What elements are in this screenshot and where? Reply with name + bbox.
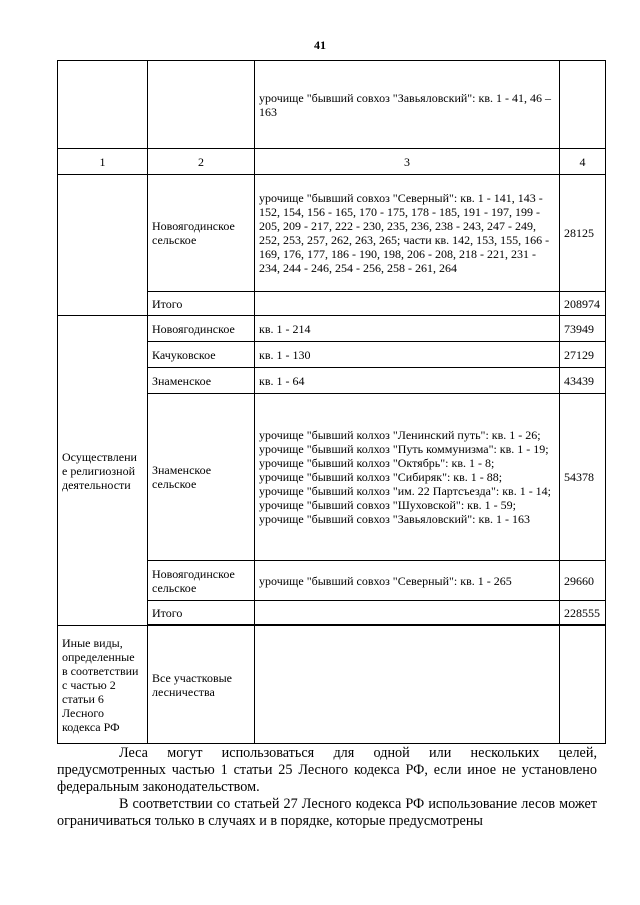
total-label: Итого <box>148 601 255 625</box>
quarters-cell: урочище "бывший совхоз "Завьяловский": кв. 1 - 41, 46 – 163 <box>255 61 560 149</box>
quarter-line: урочище "бывший колхоз "Ленинский путь": кв. 1 - 26; <box>259 428 541 442</box>
quarters-cell <box>255 601 560 625</box>
table-row <box>58 626 606 744</box>
quarters-cell: кв. 1 - 64 <box>255 368 560 394</box>
area-cell: 43439 <box>560 368 606 394</box>
column-number-4: 4 <box>560 149 606 175</box>
quarters-cell: кв. 1 - 214 <box>255 316 560 342</box>
area-cell <box>560 626 606 744</box>
quarter-line: урочище "бывший колхоз "Сибиряк": кв. 1 - 88; <box>259 470 503 484</box>
purpose-cell <box>58 175 148 316</box>
forest-use-table <box>57 60 606 744</box>
quarters-cell <box>255 394 560 561</box>
column-number-row <box>58 149 606 175</box>
quarters-cell: урочище "бывший совхоз "Северный": кв. 1 - 265 <box>255 561 560 601</box>
total-value: 228555 <box>560 601 606 625</box>
paragraph: В соответствии со статьей 27 Лесного кодекса РФ использование лесов может ограничиваться только в случаях и в порядке, которые предусмотрены <box>57 796 597 829</box>
quarter-line: урочище "бывший совхоз "Шуховской": кв. 1 - 59; <box>259 498 516 512</box>
purpose-cell: Осуществлени е религиозной деятельности <box>58 316 148 626</box>
quarter-line: урочище "бывший колхоз "Путь коммунизма": кв. 1 - 19; <box>259 442 549 456</box>
quarters-cell <box>255 292 560 316</box>
quarters-cell: кв. 1 - 130 <box>255 342 560 368</box>
quarters-cell: урочище "бывший совхоз "Северный": кв. 1 - 141, 143 - 152, 154, 156 - 165, 170 - 175, 178 - 185, 191 - 197, 199 - 205, 209 - 217, 222 - 230, 235, 236, 238 - 243, 247 - 249, 252, 253, 257, 262, 263, 265; части кв. 142, 153, 155, 166 - 169, 176, 177, 186 - 190, 198, 206 - 208, 218 - 221, 231 - 234, 244 - 246, 254 - 256, 258 - 261, 264 <box>255 175 560 292</box>
quarter-line: урочище "бывший колхоз "Октябрь": кв. 1 - 8; <box>259 456 495 470</box>
body-text <box>57 745 597 830</box>
table-row <box>58 316 606 342</box>
district-cell: Новоягодинское <box>148 316 255 342</box>
quarter-line: урочище "бывший совхоз "Завьяловский": кв. 1 - 163 <box>259 512 531 526</box>
purpose-cell: Иные виды, определенные в соответствии с частью 2 статьи 6 Лесного кодекса РФ <box>58 626 148 744</box>
district-cell: Все участковые лесничества <box>148 626 255 744</box>
area-cell <box>560 61 606 149</box>
district-cell: Знаменское <box>148 368 255 394</box>
paragraph: Леса могут использоваться для одной или нескольких целей, предусмотренных частью 1 статьи 25 Лесного кодекса РФ, если иное не установлено федеральным законодательством. <box>57 745 597 795</box>
area-cell: 28125 <box>560 175 606 292</box>
quarters-cell <box>255 626 560 744</box>
district-cell: Новоягодинское сельское <box>148 561 255 601</box>
table-row <box>58 175 606 292</box>
column-number-2: 2 <box>148 149 255 175</box>
district-cell: Качуковское <box>148 342 255 368</box>
total-value: 208974 <box>560 292 606 316</box>
column-number-1: 1 <box>58 149 148 175</box>
column-number-3: 3 <box>255 149 560 175</box>
continuation-row <box>58 61 606 149</box>
total-label: Итого <box>148 292 255 316</box>
purpose-cell <box>58 61 148 149</box>
area-cell: 54378 <box>560 394 606 561</box>
quarter-line: урочище "бывший колхоз "им. 22 Партсъезда": кв. 1 - 14; <box>259 484 552 498</box>
district-cell: Новоягодинское сельское <box>148 175 255 292</box>
district-cell <box>148 61 255 149</box>
district-cell: Знаменское сельское <box>148 394 255 561</box>
area-cell: 27129 <box>560 342 606 368</box>
area-cell: 73949 <box>560 316 606 342</box>
area-cell: 29660 <box>560 561 606 601</box>
page-number: 41 <box>314 38 326 52</box>
